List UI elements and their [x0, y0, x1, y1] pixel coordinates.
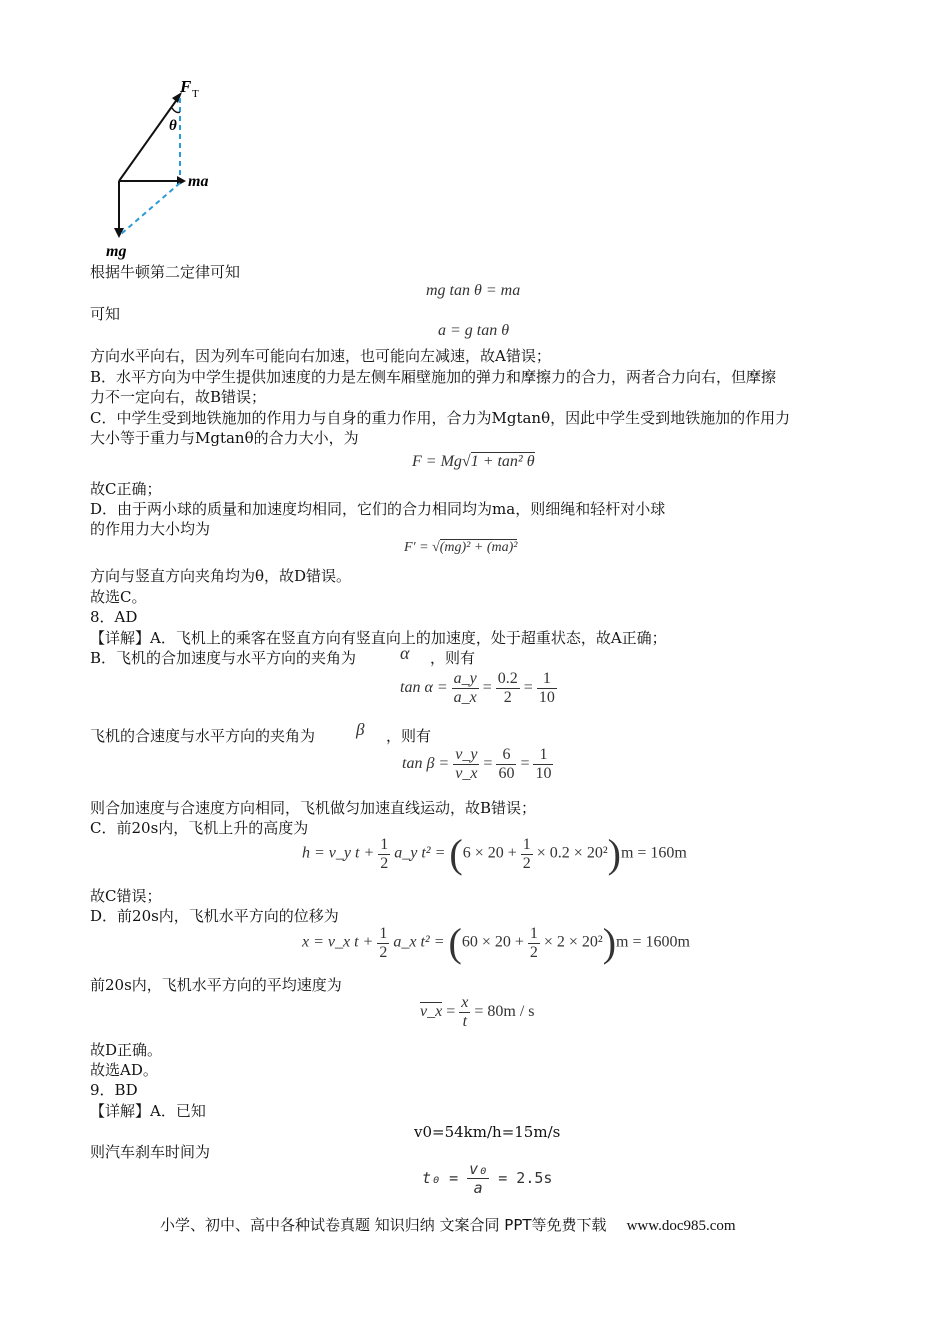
text-line: ，则有 [386, 727, 432, 745]
equation-10: t₀ = $\frac{\text{v₀}}{a}$ = 2.5s [422, 1160, 553, 1197]
text-line: 故选AD。 [90, 1061, 158, 1079]
equation-6: tan β = $\frac{v\_y}{v\_x}$ = $\frac{6}{60}$ = $\frac{1}{10}$ [402, 746, 552, 782]
label-ft: F [180, 77, 192, 96]
ft-vector [119, 98, 178, 181]
text-line: v0=54km/h=15m/s [414, 1123, 561, 1141]
beta-symbol: β [356, 720, 365, 739]
text-line: 力不一定向右，故B错误； [90, 388, 267, 406]
text-line: 【详解】A．飞机上的乘客在竖直方向有竖直向上的加速度，处于超重状态，故A正确； [90, 629, 667, 647]
eq3-lhs: F = Mg [412, 453, 462, 470]
equation-3: F = Mg√1 + tan² θ [412, 453, 535, 470]
equation-2: a = g tan θ [438, 322, 510, 339]
dashed-diagonal [121, 183, 180, 234]
equation-5: tan α = $\frac{a\_y}{a\_x}$ = $\frac{0.2}{2}$ = $\frac{1}{10}$ [400, 670, 555, 706]
footer-text: 小学、初中、高中各种试卷真题 知识归纳 文案合同 PPT等免费下载 [160, 1216, 607, 1234]
text-line: 大小等于重力与Mgtanθ的合力大小，为 [90, 429, 359, 447]
equation-8: x = v_x t + $\frac{1}{2}$ a_x t² = (60 × 20 + $\frac{1}{2}$ × 2 × 20²)m = 1600m [302, 920, 690, 965]
equation-9: v_x = $\frac{x}{t}$ = 80m / s [420, 994, 535, 1030]
equation-1: mg tan θ = ma [426, 282, 521, 299]
text-line: 飞机的合速度与水平方向的夹角为 [90, 727, 316, 745]
text-line: 方向与竖直方向夹角均为θ，故D错误。 [90, 567, 352, 585]
label-theta: θ [169, 118, 177, 134]
text-line: 的作用力大小均为 [90, 520, 211, 538]
text-line: 故选C。 [90, 588, 147, 606]
text-line: B．飞机的合加速度与水平方向的夹角为 [90, 649, 357, 667]
force-diagram [100, 76, 230, 261]
text-line: 9．BD [90, 1081, 138, 1099]
text-line: 【详解】A．已知 [90, 1102, 206, 1120]
text-line: C．前20s内，飞机上升的高度为 [90, 819, 309, 837]
text-line: 前20s内，飞机水平方向的平均速度为 [90, 976, 342, 994]
text-line: 故D正确。 [90, 1041, 163, 1059]
text-line: 根据牛顿第二定律可知 [90, 263, 241, 281]
text-line: C．中学生受到地铁施加的作用力与自身的重力作用，合力为Mgtanθ，因此中学生受到地铁施加的作用力 [90, 409, 791, 427]
text-line: D．由于两小球的质量和加速度均相同，它们的合力相同均为ma，则细绳和轻杆对小球 [90, 500, 666, 518]
eq4-lhs: F′ = [404, 540, 429, 555]
text-line: 可知 [90, 305, 121, 323]
text-line: 故C错误； [90, 887, 162, 905]
label-mg: mg [106, 243, 127, 260]
eq3-radicand: 1 + tan² θ [470, 453, 535, 470]
alpha-symbol: α [400, 643, 410, 663]
equation-4: F′ = √(mg)² + (ma)² [404, 540, 518, 555]
eq4-radicand: (mg)² + (ma)² [439, 540, 518, 555]
label-ma: ma [188, 173, 209, 190]
label-ft-sub: T [192, 88, 199, 100]
text-line: ，则有 [430, 649, 476, 667]
text-line: B．水平方向为中学生提供加速度的力是左侧车厢壁施加的弹力和摩擦力的合力，两者合力向右，但摩擦 [90, 368, 777, 386]
text-line: 故C正确； [90, 480, 162, 498]
theta-arc [172, 108, 180, 113]
text-line: D．前20s内，飞机水平方向的位移为 [90, 907, 339, 925]
text-line: 8．AD [90, 608, 138, 626]
text-line: 则合加速度与合速度方向相同，飞机做匀加速直线运动，故B错误； [90, 799, 537, 817]
text-line: 则汽车刹车时间为 [90, 1143, 211, 1161]
text-line: 方向水平向右，因为列车可能向右加速，也可能向左减速，故A错误； [90, 347, 551, 365]
footer-url[interactable]: www.doc985.com [626, 1218, 736, 1234]
page-footer [160, 1214, 736, 1235]
equation-7: h = v_y t + $\frac{1}{2}$ a_y t² = (6 × 20 + $\frac{1}{2}$ × 0.2 × 20²)m = 160m [302, 831, 687, 876]
